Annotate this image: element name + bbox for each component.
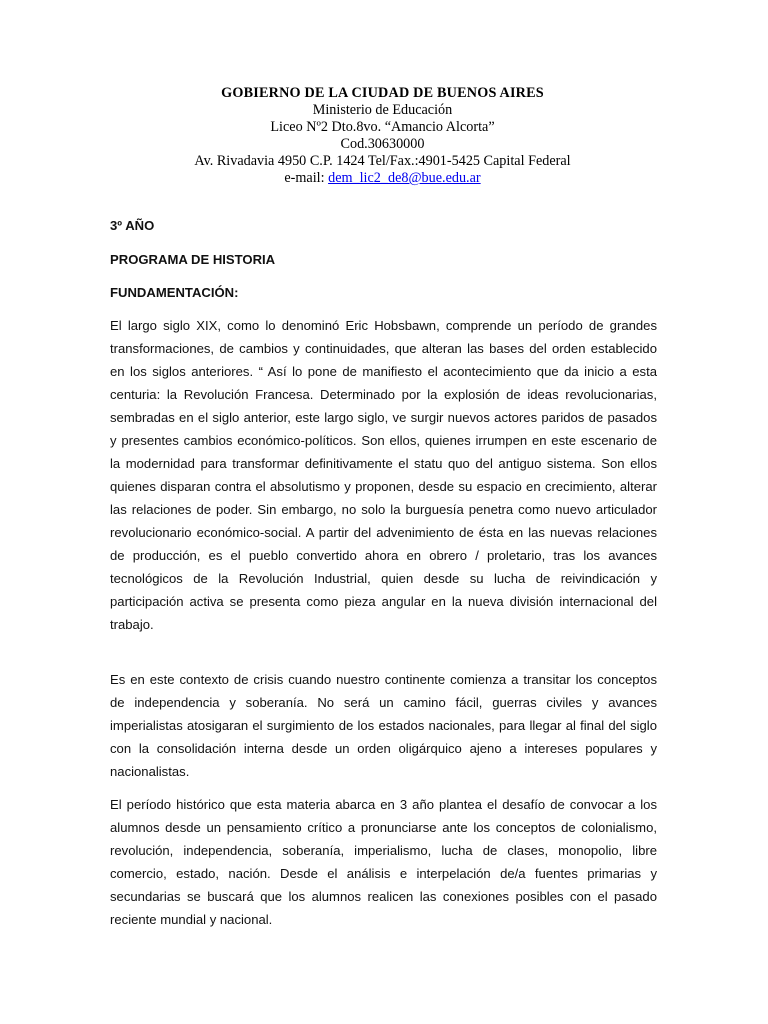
code-line: Cod.30630000 (340, 136, 425, 152)
year-heading: 3º AÑO (110, 218, 155, 233)
letterhead (100, 85, 665, 187)
paragraph: El largo siglo XIX, como lo denominó Eric Hobsbawn, comprende un período de grandes transformaciones, de cambios y continuidades, que alteran las bases del orden establecido en los siglos anteriores. “ Así lo pone de manifiesto el acontecimiento que da inicio a esta centuria: la Revolución Francesa. Determinado por la explosión de ideas revolucionarias, sembradas en el siglo anterior, este largo siglo, ve surgir nuevos actores paridos de pasados y presentes cambios económico-políticos. Son ellos, quienes irrumpen en este escenario de la modernidad para transformar definitivamente el statu quo del antiguo sistema. Son ellos quienes disparan contra el absolutismo y proponen, desde su espacio en crecimiento, alterar las relaciones de poder. Sin embargo, no solo la burguesía penetra como nuevo articulador revolucionario económico-social. A partir del advenimiento de ésta en las nuevas relaciones de producción, es el pueblo convertido ahora en obrero / proletario, tras los avances tecnológicos de la Revolución Industrial, quien desde su lucha de reivindicación y participación activa se presenta como pieza angular en la nueva división internacional del trabajo. (110, 318, 657, 632)
email-line (100, 170, 665, 187)
email-link[interactable]: dem_lic2_de8@bue.edu.ar (328, 170, 481, 186)
ministry-line: Ministerio de Educación (312, 102, 453, 118)
program-heading: PROGRAMA DE HISTORIA (110, 252, 276, 267)
paragraph: El período histórico que esta materia abarca en 3 año plantea el desafío de convocar a los alumnos desde un pensamiento crítico a pronunciarse ante los conceptos de colonialismo, revolución, independencia, soberanía, imperialismo, lucha de clases, monopolio, libre comercio, estado, nación. Desde el análisis e interpelación de/a fuentes primarias y secundarias se buscará que los alumnos realicen las conexiones posibles con el pasado reciente mundial y nacional. (110, 797, 657, 927)
letterhead-title: GOBIERNO DE LA CIUDAD DE BUENOS AIRES (221, 85, 544, 101)
email-label: e-mail: (284, 170, 329, 186)
foundation-heading: FUNDAMENTACIÓN: (110, 285, 239, 300)
paragraph: Es en este contexto de crisis cuando nuestro continente comienza a transitar los conceptos de independencia y soberanía. No será un camino fácil, guerras civiles y avances imperialistas atosigaran el surgimiento de los estados nacionales, para llegar al final del siglo con la consolidación interna desde un orden oligárquico ajeno a intereses populares y nacionalistas. (110, 672, 657, 779)
address-line: Av. Rivadavia 4950 C.P. 1424 Tel/Fax.:4901-5425 Capital Federal (194, 153, 571, 169)
school-line: Liceo Nº2 Dto.8vo. “Amancio Alcorta” (270, 119, 495, 135)
